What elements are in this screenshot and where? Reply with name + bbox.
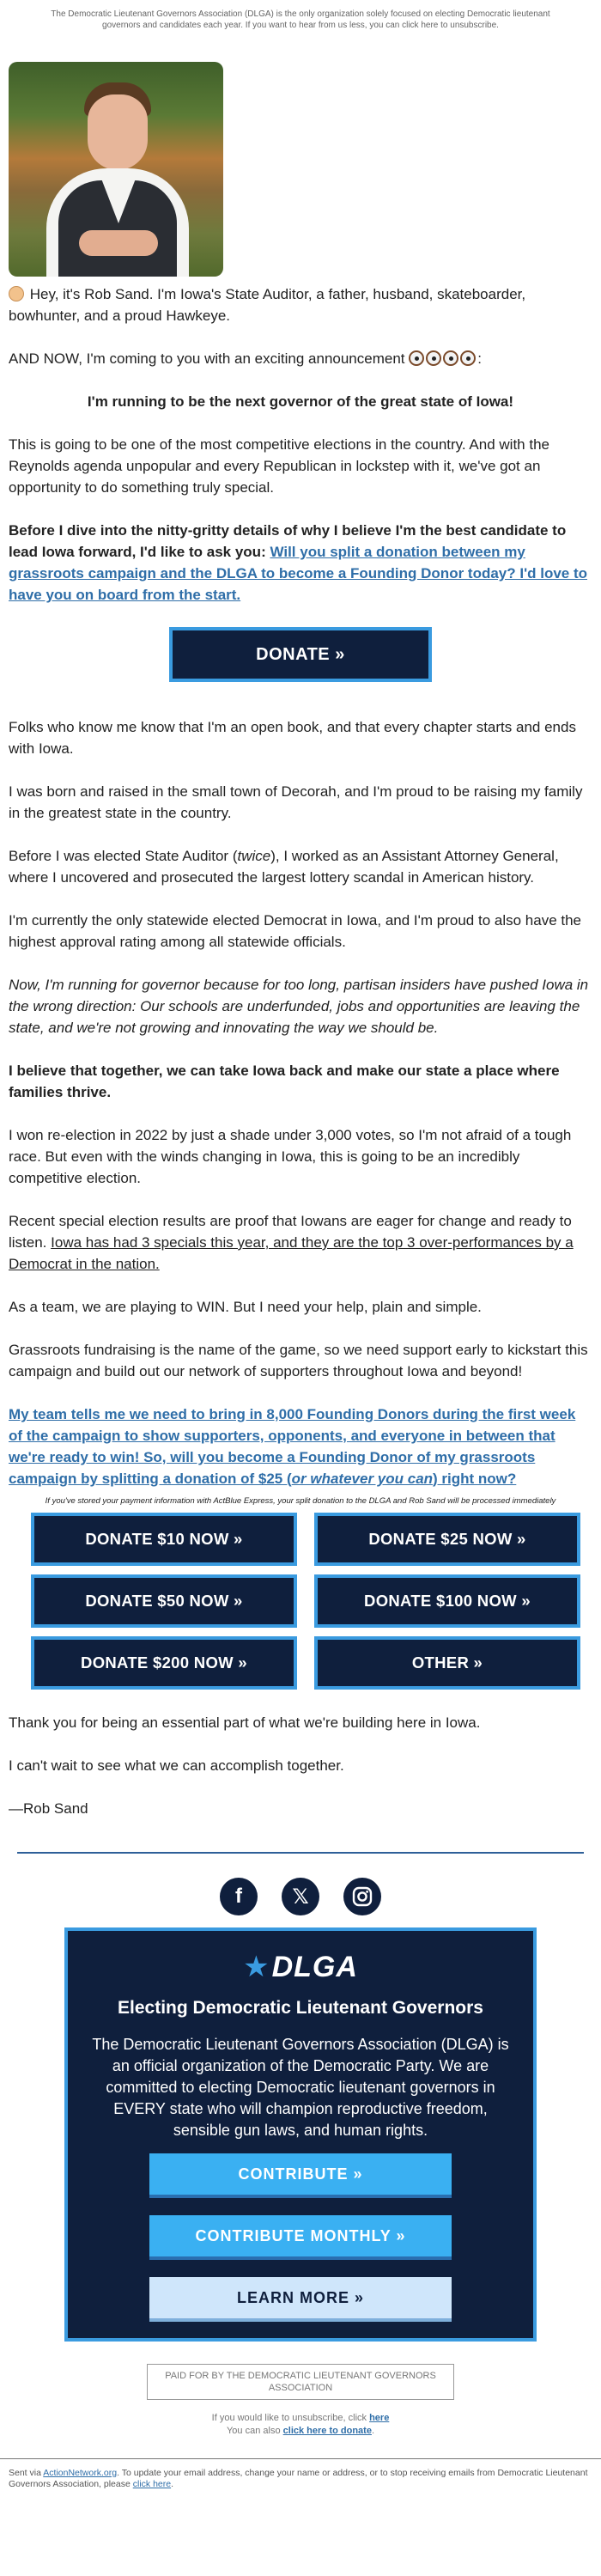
actblue-express-note: If you've stored your payment information with ActBlue Express, your split donation to the DLGA and Rob Sand will be processed immediately bbox=[45, 1496, 556, 1506]
together-paragraph: I believe that together, we can take Iowa back and make our state a place where families thrive. bbox=[9, 1063, 560, 1100]
unsubscribe-link[interactable]: here bbox=[369, 2413, 390, 2423]
open-book-paragraph: Folks who know me know that I'm an open book, and that every chapter starts and ends with Iowa. bbox=[9, 719, 576, 757]
headline: I'm running to be the next governor of the great state of Iowa! bbox=[87, 393, 514, 410]
donate-other-button[interactable]: OTHER » bbox=[314, 1636, 580, 1690]
eyes-icon bbox=[460, 350, 476, 366]
donate-link[interactable]: click here to donate bbox=[282, 2426, 372, 2436]
cant-wait-paragraph: I can't wait to see what we can accomplish together. bbox=[9, 1757, 344, 1774]
specials-paragraph: Recent special election results are proof that Iowans are eager for change and ready to listen. Iowa has had 3 specials this year, and they are the top 3 over-performances by a Democrat in the nation. bbox=[9, 1213, 574, 1272]
manage-email-link[interactable]: click here bbox=[132, 2479, 172, 2489]
founding-donor-link-2[interactable]: My team tells me we need to bring in 8,000 Founding Donors during the first week of the campaign to show supporters, opponents, and everyone in between that we're ready to win! So, will you become a Founding Donor of my grassroots campaign by splitting a donation of $25 (or whatever you can) right now? bbox=[9, 1406, 576, 1487]
donate-amount-grid bbox=[31, 1513, 592, 1690]
facebook-icon[interactable]: f bbox=[220, 1878, 258, 1915]
thanks-paragraph: Thank you for being an essential part of what we're building here in Iowa. bbox=[9, 1714, 481, 1731]
competitive-paragraph: This is going to be one of the most competitive elections in the country. And with the Reynolds agenda unpopular and every Republican in lockstep with it, we've got an opportunity to do something truly special. bbox=[9, 436, 549, 496]
footer-title: Electing Democratic Lieutenant Governors bbox=[118, 1998, 483, 2018]
eyes-icon bbox=[443, 350, 458, 366]
photo-section bbox=[0, 34, 601, 283]
learn-more-button[interactable]: LEARN MORE » bbox=[149, 2277, 452, 2322]
divider bbox=[17, 1852, 584, 1854]
waving-hand-icon bbox=[9, 286, 24, 301]
decorah-paragraph: I was born and raised in the small town of Decorah, and I'm proud to be raising my family in the greatest state in the country. bbox=[9, 783, 583, 821]
reelection-paragraph: I won re-election in 2022 by just a shade under 3,000 votes, so I'm not afraid of a tough race. But even with the winds changing in Iowa, this is going to be an incredibly competitive election. bbox=[9, 1127, 572, 1186]
preheader-text: The Democratic Lieutenant Governors Association (DLGA) is the only organization solely focused on electing Democratic lieutenant governors and candidates each year. If you want to hear from us less, you can click here to unsubscribe. bbox=[51, 9, 550, 30]
paid-for-by-box: PAID FOR BY THE DEMOCRATIC LIEUTENANT GOVERNORS ASSOCIATION bbox=[147, 2364, 454, 2400]
actionnetwork-link[interactable]: ActionNetwork.org bbox=[43, 2468, 118, 2478]
announce-paragraph: AND NOW, I'm coming to you with an exciting announcement : bbox=[9, 350, 482, 367]
star-icon: ★ bbox=[243, 1951, 270, 1983]
dlga-logo: ★DLGA bbox=[243, 1951, 358, 1983]
instagram-icon[interactable] bbox=[343, 1878, 381, 1915]
footer-body: The Democratic Lieutenant Governors Association (DLGA) is an official organization of the Democratic Party. We are committed to electing Democratic lieutenant governors in EVERY state who will champion reproductive freedom, sensible gun laws, and human rights. bbox=[92, 2036, 509, 2139]
contribute-button[interactable]: CONTRIBUTE » bbox=[149, 2153, 452, 2198]
candidate-photo bbox=[9, 62, 223, 277]
donate-50-button[interactable]: DONATE $50 NOW » bbox=[31, 1574, 297, 1628]
only-democrat-paragraph: I'm currently the only statewide elected Democrat in Iowa, and I'm proud to also have the highest approval rating among all statewide officials. bbox=[9, 912, 582, 950]
donate-10-button[interactable]: DONATE $10 NOW » bbox=[31, 1513, 297, 1566]
grassroots-paragraph: Grassroots fundraising is the name of the game, so we need support early to kickstart this campaign and build out our network of supporters throughout Iowa and beyond! bbox=[9, 1342, 588, 1379]
intro-paragraph: Hey, it's Rob Sand. I'm Iowa's State Auditor, a father, husband, skateboarder, bowhunter, and a proud Hawkeye. bbox=[9, 286, 526, 324]
contribute-monthly-button[interactable]: CONTRIBUTE MONTHLY » bbox=[149, 2215, 452, 2260]
now-running-paragraph: Now, I'm running for governor because for too long, partisan insiders have pushed Iowa in the wrong direction: Our schools are underfunded, jobs and opportunities are leaving the state, and we're not growing and innovating the way we should be. bbox=[9, 977, 589, 1036]
team-win-paragraph: As a team, we are playing to WIN. But I need your help, plain and simple. bbox=[9, 1299, 482, 1315]
eyes-icon bbox=[426, 350, 441, 366]
founding-donor-link[interactable]: Will you split a donation between my grassroots campaign and the DLGA to become a Founding Donor today? I'd love to have you on board from the start. bbox=[9, 544, 588, 603]
donate-200-button[interactable]: DONATE $200 NOW » bbox=[31, 1636, 297, 1690]
donate-100-button[interactable]: DONATE $100 NOW » bbox=[314, 1574, 580, 1628]
donate-button[interactable]: DONATE » bbox=[169, 627, 432, 682]
donate-25-button[interactable]: DONATE $25 NOW » bbox=[314, 1513, 580, 1566]
x-icon[interactable]: 𝕏 bbox=[282, 1878, 319, 1915]
eyes-icon bbox=[409, 350, 424, 366]
auditor-paragraph: Before I was elected State Auditor (twice), I worked as an Assistant Attorney General, where I uncovered and prosecuted the largest lottery scandal in American history. bbox=[9, 848, 559, 886]
sent-via-footer: Sent via ActionNetwork.org. To update your email address, change your name or address, or to stop receiving emails from Democratic Lieutenant Governors Association, please click here. bbox=[9, 2468, 588, 2489]
email-body bbox=[0, 283, 601, 1819]
founding-donor-ask: Before I dive into the nitty-gritty details of why I believe I'm the best candidate to lead Iowa forward, I'd like to ask you: Will you split a donation between my grassroots campaign and the DLGA to become a Founding Donor today? I'd love to have you on board from the start. bbox=[9, 522, 588, 603]
signoff: —Rob Sand bbox=[9, 1800, 88, 1817]
unsubscribe-section: If you would like to unsubscribe, click here You can also click here to donate. bbox=[211, 2413, 390, 2436]
dlga-footer-box bbox=[64, 1927, 537, 2342]
social-links bbox=[0, 1878, 601, 1915]
founding-donor-ask-2 bbox=[9, 1404, 592, 1489]
